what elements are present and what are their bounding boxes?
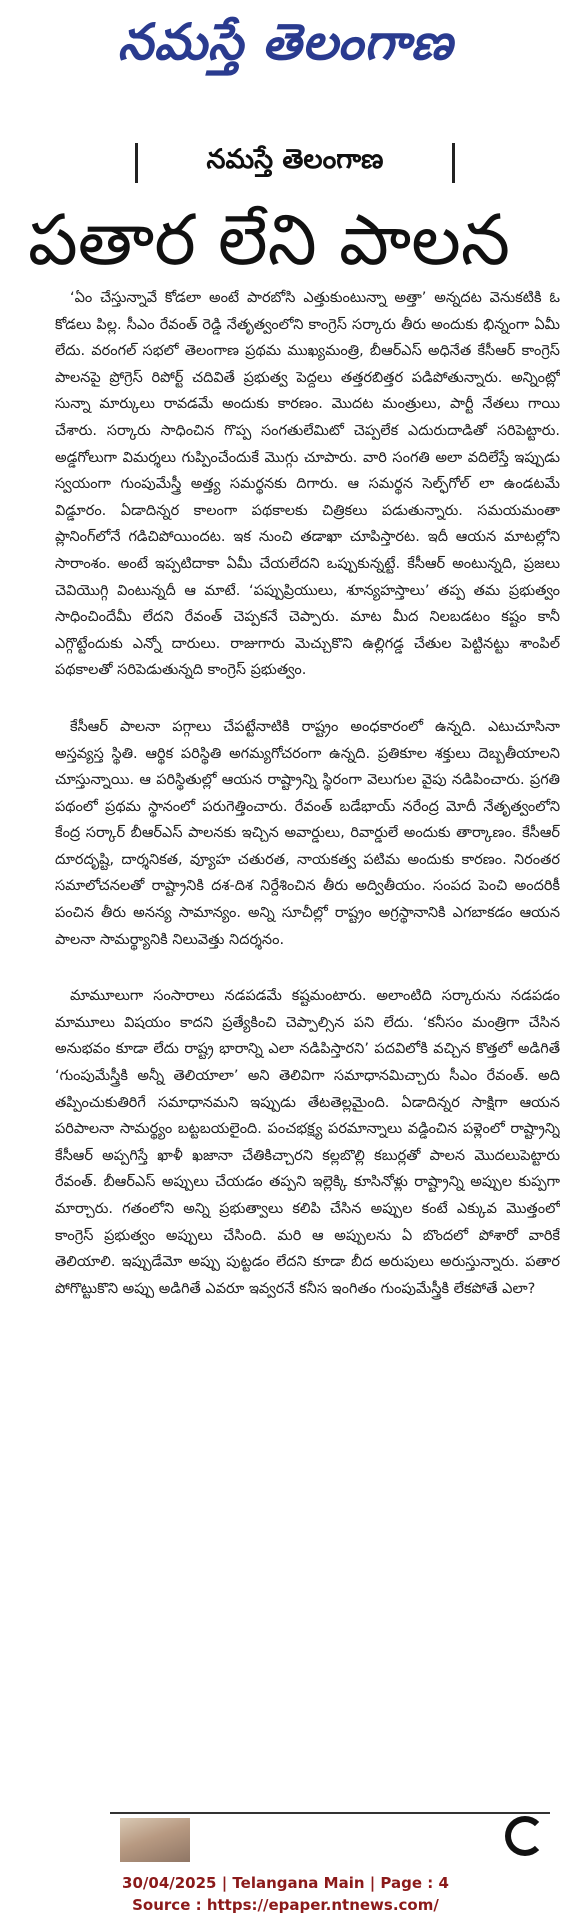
masthead bbox=[0, 0, 571, 95]
article-body bbox=[55, 285, 560, 1800]
article-paragraph: ‘ఏం చేస్తున్నావే కోడలా అంటే పారబోసి ఎత్తుకుంటున్నా అత్తా’ అన్నదట వెనుకటికి ఓ కోడలు పిల్ల. సీఎం రేవంత్ రెడ్డి నేతృత్వంలోని కాంగ్రెస్ సర్కారు తీరు అందుకు భిన్నంగా ఏమీ లేదు. వరంగల్ సభలో తెలంగాణ ప్రథమ ముఖ్యమంత్రి, బీఆర్ఎస్ అధినేత కేసీఆర్ కాంగ్రెస్ పాలనపై ప్రోగ్రెస్ రిపోర్ట్ చదివితే ప్రభుత్వ పెద్దలు తత్తరబిత్తర పడిపోతున్నారు. అన్నింట్లో సున్నా మార్కులు రావడమే అందుకు కారణం. మొదట మంత్రులు, పార్టీ నేతలు గాయి చేశారు. సర్కారు సాధించిన గొప్ప సంగతులేమిటో చెప్పలేక ఎదురుదాడితో సరిపెట్టారు. అడ్డగోలుగా విమర్శలు గుప్పించేందుకే మొగ్గు చూపారు. వారి సంగతి అలా వదిలేస్తే ఇప్పుడు స్వయంగా గుంపుమేస్త్రీ అత్త్య సమర్థనకు దిగారు. ఆ సమర్థన సెల్ఫ్‌గోల్ లా ఉండటమే విడ్డూరం. ఏడాదిన్నర కాలంగా పథకాలకు చిత్రికలు పడుతున్నారు. సమయమంతా ప్లానింగ్‌లోనే గడిచిపోయిందట. ఇక నుంచి తడాఖా చూపిస్తారట. ఇదీ ఆయన మాటల్లోని సారాంశం. అంటే ఇప్పటిదాకా ఏమీ చేయలేదని ఒప్పుకున్నట్టే. కేసీఆర్ అంటున్నది, ప్రజలు చెవియొగ్గి వింటున్నదీ ఆ మాటే. ‘పప్పుప్రియులు, శూన్యహస్తాలు’ తప్ప తమ ప్రభుత్వం సాధించిందేమీ లేదని రేవంత్ చెప్పకనే చెప్పారు. మాట మీద నిలబడటం కష్టం కానీ ఎగ్గొట్టేందుకు ఎన్నో దారులు. రాజుగారు మెచ్చుకొని ఉల్లిగడ్డ చేతుల పెట్టినట్టు శాంపిల్ పథకాలతో సరిపెడుతున్నది కాంగ్రెస్ ప్రభుత్వం. bbox=[55, 290, 560, 679]
section-divider bbox=[110, 1812, 550, 1814]
article-headline: పతార లేని పాలన bbox=[28, 199, 511, 281]
next-article-teaser-crop bbox=[110, 1812, 550, 1862]
cropped-headline-glyph bbox=[505, 1816, 545, 1856]
masthead-title: నమస్తే తెలంగాణ bbox=[117, 11, 454, 71]
article-paragraph: మామూలుగా సంసారాలు నడపడమే కష్టమంటారు. అలాంటిది సర్కారును నడపడం మామూలు విషయం కాదని ప్రత్యేకించి చెప్పాల్సిన పని లేదు. ‘కనీసం మంత్రిగా చేసిన అనుభవం కూడా లేదు రాష్ట్ర భారాన్ని ఎలా నడిపిస్తారని’ పదవిలోకి వచ్చిన కొత్తలో అడిగితే ‘గుంపుమేస్త్రీకి అన్నీ తెలియాలా’ అని తెలివిగా సమాధానమిచ్చారు సీఎం రేవంత్. అది తప్పించుకుతిరిగే సమాధానమని ఇప్పుడు తేటతెల్లమైంది. ఏడాదిన్నర సాక్షిగా ఆయన పరిపాలనా సామర్థ్యం బట్టబయలైంది. పంచభక్ష్య పరమాన్నాలు వడ్డించిన పళ్లెంలో రాష్ట్రాన్ని కేసీఆర్ అప్పగిస్తే ఖాళీ ఖజానా చేతికిచ్చారని కల్లబొల్లి కబుర్లతో పాలన మొదలుపెట్టారు రేవంత్. బీఆర్ఎస్ అప్పులు చేయడం తప్పని ఇల్లెక్కి కూసినోళ్లు రాష్ట్రాన్ని అప్పుల కుప్పగా మార్చారు. గతంలోని అన్ని ప్రభుత్వాలు కలిపి చేసిన అప్పుల కంటే ఎక్కువ మొత్తంలో కాంగ్రెస్ ప్రభుత్వం అప్పులు చేసింది. మరి ఆ అప్పులను ఏ బొందలో పోశారో వారికే తెలియాలి. ఇప్పుడేమో అప్పు పుట్టడం లేదని కూడా బీద అరుపులు అరుస్తున్నారు. పతార పోగొట్టుకొని అప్పు అడిగితే ఎవరూ ఇవ్వరనే కనీస ఇంగితం గుంపుమేస్త్రీకి లేకపోతే ఎలా? bbox=[55, 988, 560, 1297]
footer-dateline: 30/04/2025 | Telangana Main | Page : 4 bbox=[122, 1874, 449, 1892]
kicker-label: నమస్తే తెలంగాణ bbox=[206, 144, 384, 175]
cropped-photo bbox=[120, 1818, 190, 1862]
article-paragraph: కేసీఆర్ పాలనా పగ్గాలు చేపట్టేనాటికి రాష్ట్రం అంధకారంలో ఉన్నది. ఎటుచూసినా అస్తవ్యస్త స్థితి. ఆర్థిక పరిస్థితి అగమ్యగోచరంగా ఉన్నది. ప్రతికూల శక్తులు దెబ్బతీయాలని చూస్తున్నాయి. ఆ పరిస్థితుల్లో ఆయన రాష్ట్రాన్ని స్థిరంగా వెలుగుల వైపు నడిపించారు. ప్రగతి పథంలో ప్రథమ స్థానంలో పరుగెత్తించారు. రేవంత్ బడేభాయ్ నరేంద్ర మోదీ నేతృత్వంలోని కేంద్ర సర్కార్ బీఆర్ఎస్ పాలనకు ఇచ్చిన అవార్డులు, రివార్డులే అందుకు తార్కాణం. కేసీఆర్ దూరదృష్టి, దార్శనికత, వ్యూహ చతురత, నాయకత్వ పటిమ అందుకు కారణం. నిరంతర సమాలోచనలతో రాష్ట్రానికి దశ-దిశ నిర్దేశించిన తీరు అద్వితీయం. సంపద పెంచి అందరికీ పంచిన తీరు అనన్య సామాన్యం. అన్ని సూచీల్లో రాష్ట్రం అగ్రస్థానానికి ఎగబాకడం ఆయన పాలనా సామర్థ్యానికి నిలువెత్తు నిదర్శనం. bbox=[55, 718, 560, 948]
footer-source: Source : https://epaper.ntnews.com/ bbox=[132, 1896, 439, 1914]
section-kicker bbox=[135, 140, 455, 186]
page-footer bbox=[0, 1872, 571, 1922]
